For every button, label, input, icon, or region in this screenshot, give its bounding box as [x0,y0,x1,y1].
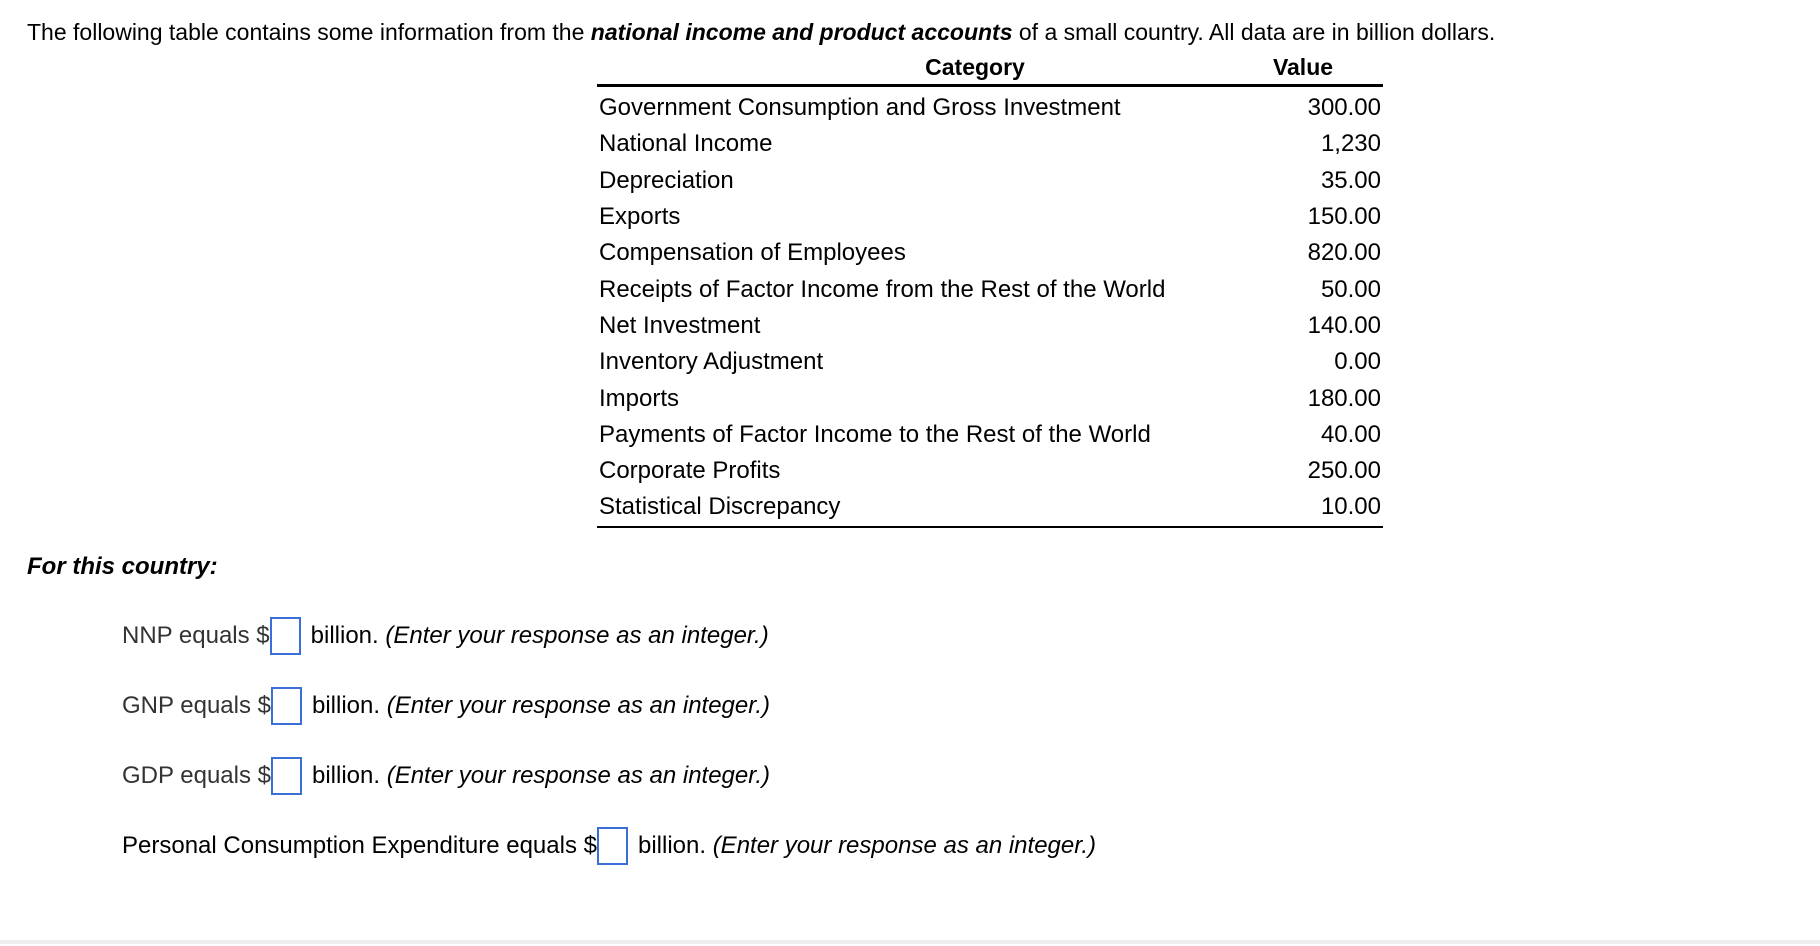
category-cell: Net Investment [599,311,761,339]
value-cell: 1,230 [1320,130,1381,158]
gnp-answer-input[interactable] [271,687,302,725]
pce-suffix-plain: billion. [637,832,713,859]
category-cell: Government Consumption and Gross Investment [599,94,1121,122]
value-cell: 35.00 [1320,166,1381,194]
nnp-suffix [311,622,769,650]
gdp-answer-input[interactable] [271,757,302,795]
gdp-label: GDP equals $ [122,762,271,789]
table-row [597,380,1383,416]
value-cell: 10.00 [1320,493,1381,521]
pce-label: Personal Consumption Expenditure equals $ [122,832,597,859]
nnp-answer-input[interactable] [270,617,301,655]
table-row [597,344,1383,380]
category-cell: Depreciation [599,166,734,194]
value-cell: 40.00 [1320,420,1381,448]
column-header-value: Value [1272,53,1334,80]
intro-text-emphasis: national income and product accounts [590,19,1013,45]
gdp-instruction: (Enter your response as an integer.) [386,762,771,789]
question-gnp [122,685,770,727]
gnp-label: GNP equals $ [122,692,271,719]
accounts-table [597,50,1383,528]
value-cell: 300.00 [1307,94,1381,122]
for-this-country-label: For this country: [27,553,218,580]
category-cell: Compensation of Employees [599,239,906,267]
gdp-suffix-plain: billion. [311,762,387,789]
table-row [597,235,1383,271]
pce-suffix [638,832,1096,860]
value-cell: 180.00 [1307,384,1381,412]
table-row [597,126,1383,162]
gnp-suffix [312,692,770,720]
gdp-suffix [312,762,770,790]
table-row [597,489,1383,525]
category-cell: Inventory Adjustment [599,348,824,376]
category-cell: Imports [599,384,680,412]
question-gdp [122,755,770,797]
table-header [597,50,1383,87]
table-body [597,87,1383,528]
nnp-label: NNP equals $ [122,622,270,649]
question-nnp [122,615,769,657]
nnp-instruction: (Enter your response as an integer.) [385,622,769,649]
table-row [597,90,1383,126]
intro-text-before: The following table contains some information from the [27,19,591,45]
intro-text-after: of a small country. All data are in billion dollars. [1012,19,1496,45]
nnp-suffix-plain: billion. [310,622,386,649]
gnp-suffix-plain: billion. [311,692,387,719]
value-cell: 140.00 [1307,311,1381,339]
value-cell: 150.00 [1307,203,1381,231]
category-cell: Statistical Discrepancy [599,493,841,521]
category-cell: Exports [599,203,681,231]
table-row [597,453,1383,489]
category-cell: Corporate Profits [599,457,781,485]
pce-answer-input[interactable] [597,827,628,865]
table-row [597,271,1383,307]
value-cell: 250.00 [1307,457,1381,485]
page-bottom-divider [0,940,1820,944]
gnp-instruction: (Enter your response as an integer.) [386,692,771,719]
table-row [597,163,1383,199]
intro-text [27,16,1495,48]
category-cell: National Income [599,130,773,158]
value-cell: 820.00 [1307,239,1381,267]
table-row [597,417,1383,453]
category-cell: Payments of Factor Income to the Rest of the World [599,420,1151,448]
category-cell: Receipts of Factor Income from the Rest of the World [599,275,1166,303]
table-row [597,308,1383,344]
value-cell: 0.00 [1334,348,1381,376]
pce-instruction: (Enter your response as an integer.) [712,832,1096,859]
value-cell: 50.00 [1320,275,1381,303]
column-header-category: Category [925,53,1025,80]
question-pce [122,825,1096,867]
table-row [597,199,1383,235]
